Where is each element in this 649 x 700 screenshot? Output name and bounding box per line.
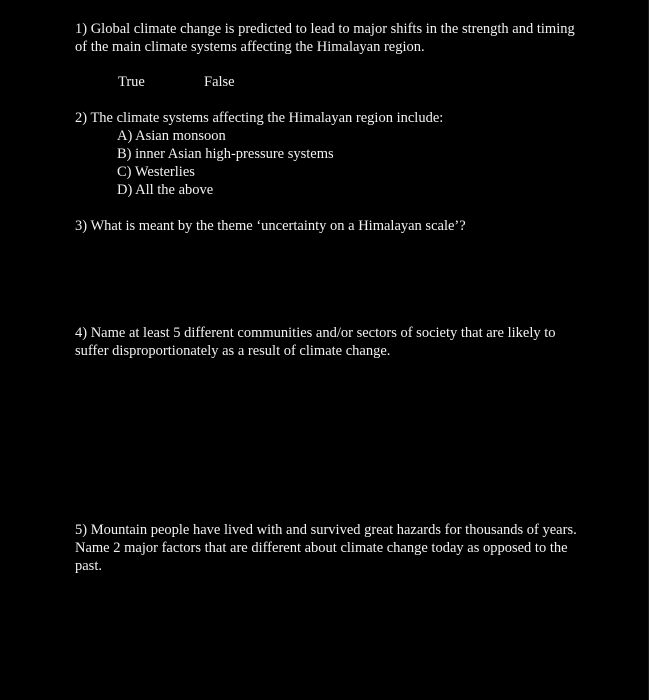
question-2: 2) The climate systems affecting the Himalayan region include: [75,110,444,126]
true-false-options [0,73,649,91]
option-d: D) All the above [117,182,214,198]
question-4: 4) Name at least 5 different communities and/or sectors of society that are likely to suffer disproportionately as a result of climate change. [75,325,556,359]
false-option: False [204,74,235,90]
question-5: 5) Mountain people have lived with and survived great hazards for thousands of years. Name 2 major factors that are different about climate change today as opposed to the past. [75,522,577,574]
question-1: 1) Global climate change is predicted to lead to major shifts in the strength and timing of the main climate systems affecting the Himalayan region. [75,21,575,55]
option-b: B) inner Asian high-pressure systems [117,146,334,162]
question-3: 3) What is meant by the theme ‘uncertainty on a Himalayan scale’? [75,218,466,234]
true-option: True [118,74,145,90]
option-a: A) Asian monsoon [117,128,226,144]
option-c: C) Westerlies [117,164,195,180]
